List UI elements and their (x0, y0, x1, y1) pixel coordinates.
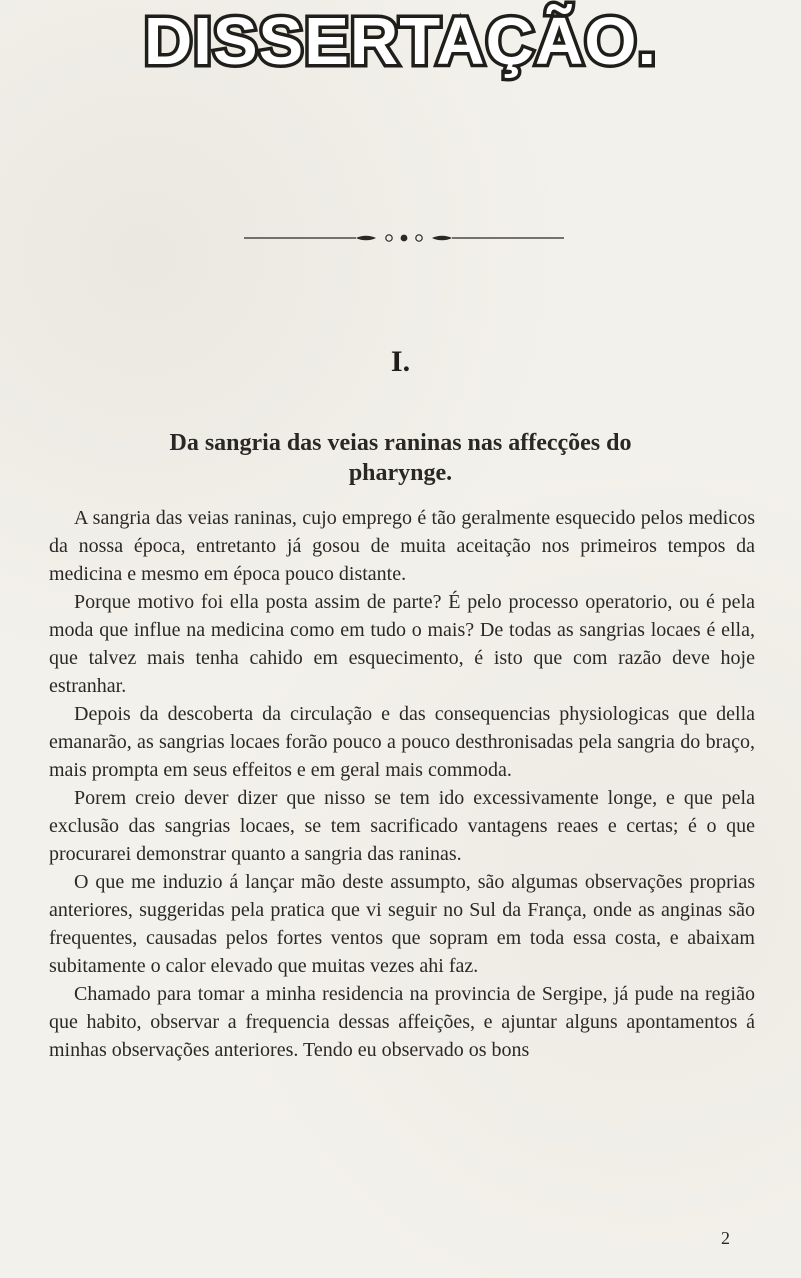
page-number: 2 (721, 1228, 730, 1248)
body-paragraph: Depois da descoberta da circulação e das consequencias physiologicas que della emanarão, as sangrias locaes forão pouco a pouco desthronisadas pela sangria do braço, mais prompta em seus effeitos e em geral mais commoda. (49, 703, 755, 781)
body-paragraph: Porque motivo foi ella posta assim de parte? É pelo processo operatorio, ou é pela moda que influe na medicina como em tudo o mais? De todas as sangrias locaes é ella, que talvez mais tenha cahido em esquecimento, é isto que com razão deve hoje estranhar. (49, 591, 755, 697)
body-paragraph: Porem creio dever dizer que nisso se tem ido excessivamente longe, e que pela exclusão das sangrias locaes, se tem sacrificado vantagens reaes e certas; é o que procurarei demonstrar quanto a sangria das raninas. (49, 787, 755, 865)
body-paragraph: Chamado para tomar a minha residencia na provincia de Sergipe, já pude na região que habito, observar a frequencia dessas affeições, e ajuntar alguns apontamentos á minhas observações anteriores. Tendo eu observado os bons (49, 983, 755, 1061)
decorative-rule-ornament-icon (244, 233, 564, 243)
body-paragraph: A sangria das veias raninas, cujo emprego é tão geralmente esquecido pelos medicos da nossa época, entretanto já gosou de muita aceitação nos primeiros tempos da medicina e mesmo em época pouco distante. (49, 507, 755, 585)
document-title: DISSERTAÇÃO. (143, 4, 658, 79)
section-heading: Da sangria das veias raninas nas affecções do pharynge. (169, 430, 632, 486)
body-paragraph: O que me induzio á lançar mão deste assumpto, são algumas observações proprias anteriores, suggeridas pela pratica que vi seguir no Sul da França, onde as anginas são frequentes, causadas pelos fortes ventos que sopram em toda essa costa, e abaixam subitamente o calor elevado que muitas vezes ahi faz. (49, 871, 755, 977)
section-number: I. (390, 345, 411, 378)
body-text (49, 504, 755, 1064)
